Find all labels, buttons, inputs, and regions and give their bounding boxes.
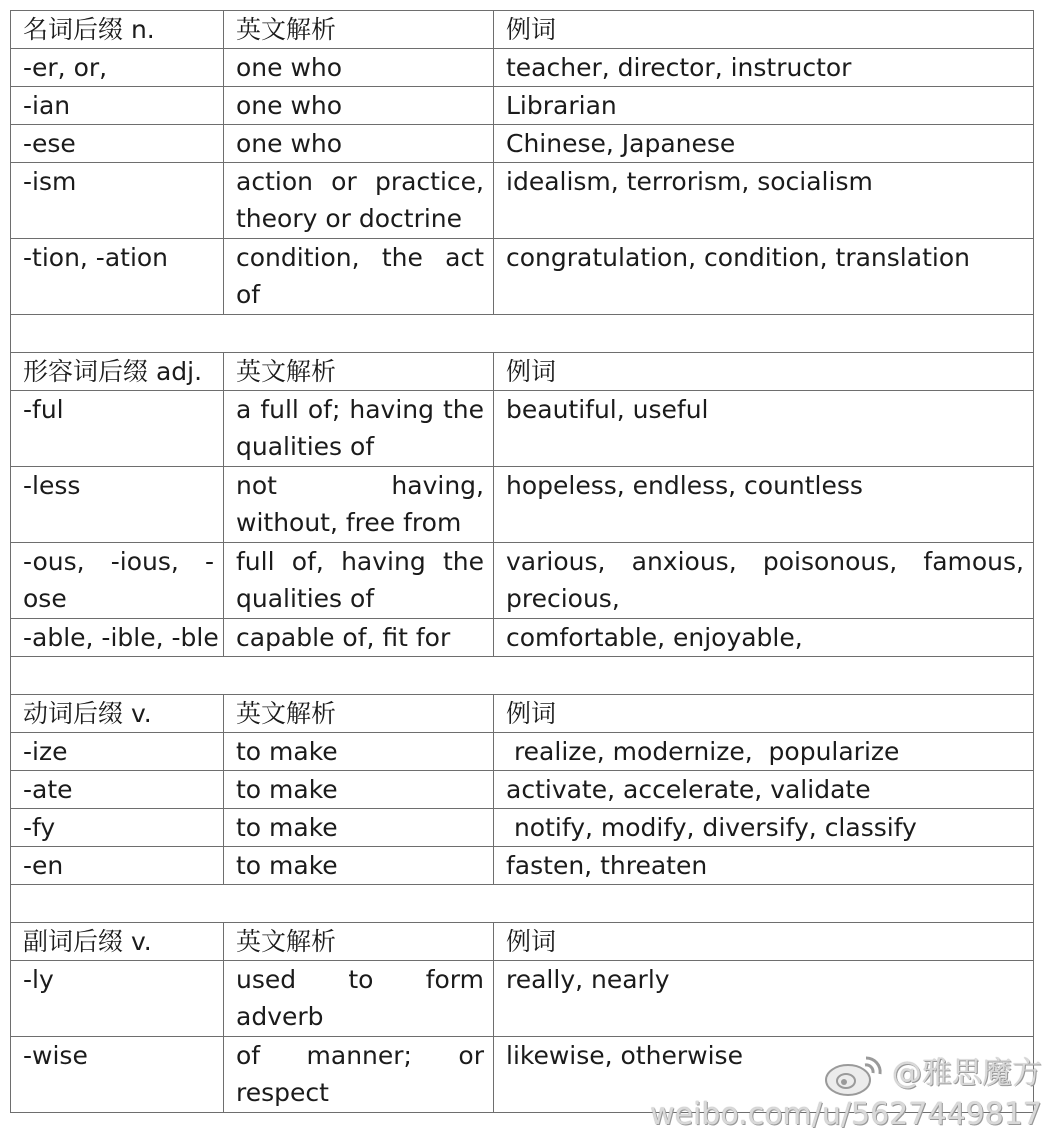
suffix-cell: -en	[11, 847, 224, 885]
meaning-cell: to make	[224, 733, 494, 771]
meaning-cell: full of, having the qualities of	[224, 543, 494, 619]
header-cell-examples: 例词	[494, 695, 1034, 733]
header-cell-suffix: 名词后缀 n.	[11, 11, 224, 49]
section-header-row	[11, 353, 1034, 391]
section-header-row	[11, 11, 1034, 49]
meaning-cell: a full of; having the qualities of	[224, 391, 494, 467]
suffix-cell: -able, -ible, -ble	[11, 619, 224, 657]
suffix-cell: -tion, -ation	[11, 239, 224, 315]
section-spacer-row	[11, 885, 1034, 923]
meaning-cell: one who	[224, 87, 494, 125]
suffix-cell: -ful	[11, 391, 224, 467]
examples-cell: realize, modernize, popularize	[494, 733, 1034, 771]
header-cell-suffix: 动词后缀 v.	[11, 695, 224, 733]
table-row	[11, 961, 1034, 1037]
table-row	[11, 847, 1034, 885]
weibo-watermark	[650, 1050, 1042, 1132]
suffix-cell: -ize	[11, 733, 224, 771]
suffix-cell: -ism	[11, 163, 224, 239]
section-spacer-row	[11, 315, 1034, 353]
header-cell-suffix: 副词后缀 v.	[11, 923, 224, 961]
section-spacer-row	[11, 657, 1034, 695]
examples-cell: comfortable, enjoyable,	[494, 619, 1034, 657]
meaning-cell: one who	[224, 125, 494, 163]
suffix-cell: -ly	[11, 961, 224, 1037]
suffix-cell: -ous, -ious, -ose	[11, 543, 224, 619]
meaning-cell: capable of, fit for	[224, 619, 494, 657]
table-row	[11, 543, 1034, 619]
examples-cell: notify, modify, diversify, classify	[494, 809, 1034, 847]
table-row	[11, 49, 1034, 87]
suffix-cell: -ese	[11, 125, 224, 163]
watermark-url: weibo.com/u/5627449817	[650, 1097, 1042, 1132]
suffix-cell: -ian	[11, 87, 224, 125]
watermark-handle: @雅思魔方	[892, 1056, 1042, 1091]
meaning-cell: not having, without, free from	[224, 467, 494, 543]
meaning-cell: to make	[224, 847, 494, 885]
suffix-cell: -less	[11, 467, 224, 543]
header-cell-examples: 例词	[494, 11, 1034, 49]
spacer-cell	[11, 315, 1034, 353]
examples-cell: Chinese, Japanese	[494, 125, 1034, 163]
examples-cell: activate, accelerate, validate	[494, 771, 1034, 809]
examples-cell: idealism, terrorism, socialism	[494, 163, 1034, 239]
examples-cell: really, nearly	[494, 961, 1034, 1037]
header-cell-meaning: 英文解析	[224, 923, 494, 961]
table-row	[11, 391, 1034, 467]
header-cell-meaning: 英文解析	[224, 353, 494, 391]
examples-cell: hopeless, endless, countless	[494, 467, 1034, 543]
table-row	[11, 619, 1034, 657]
meaning-cell: used to form adverb	[224, 961, 494, 1037]
meaning-cell: condition, the act of	[224, 239, 494, 315]
examples-cell: Librarian	[494, 87, 1034, 125]
header-cell-suffix: 形容词后缀 adj.	[11, 353, 224, 391]
meaning-cell: to make	[224, 771, 494, 809]
header-cell-meaning: 英文解析	[224, 11, 494, 49]
table-row	[11, 809, 1034, 847]
header-cell-meaning: 英文解析	[224, 695, 494, 733]
table-row	[11, 733, 1034, 771]
suffix-cell: -ate	[11, 771, 224, 809]
table-row	[11, 125, 1034, 163]
meaning-cell: to make	[224, 809, 494, 847]
suffix-cell: -er, or,	[11, 49, 224, 87]
spacer-cell	[11, 657, 1034, 695]
examples-cell: fasten, threaten	[494, 847, 1034, 885]
meaning-cell: action or practice, theory or doctrine	[224, 163, 494, 239]
table-row	[11, 771, 1034, 809]
examples-cell: beautiful, useful	[494, 391, 1034, 467]
table-row	[11, 239, 1034, 315]
table-row	[11, 163, 1034, 239]
meaning-cell: one who	[224, 49, 494, 87]
examples-cell: congratulation, condition, translation	[494, 239, 1034, 315]
examples-cell: likewise, otherwise	[494, 1037, 1034, 1113]
suffix-cell: -fy	[11, 809, 224, 847]
suffix-table	[10, 10, 1034, 1113]
meaning-cell: of manner; or respect	[224, 1037, 494, 1113]
spacer-cell	[11, 885, 1034, 923]
examples-cell: various, anxious, poisonous, famous, precious,	[494, 543, 1034, 619]
section-header-row	[11, 695, 1034, 733]
suffix-cell: -wise	[11, 1037, 224, 1113]
table-row	[11, 87, 1034, 125]
weibo-logo-icon	[822, 1050, 886, 1098]
section-header-row	[11, 923, 1034, 961]
table-row	[11, 467, 1034, 543]
examples-cell: teacher, director, instructor	[494, 49, 1034, 87]
header-cell-examples: 例词	[494, 353, 1034, 391]
header-cell-examples: 例词	[494, 923, 1034, 961]
